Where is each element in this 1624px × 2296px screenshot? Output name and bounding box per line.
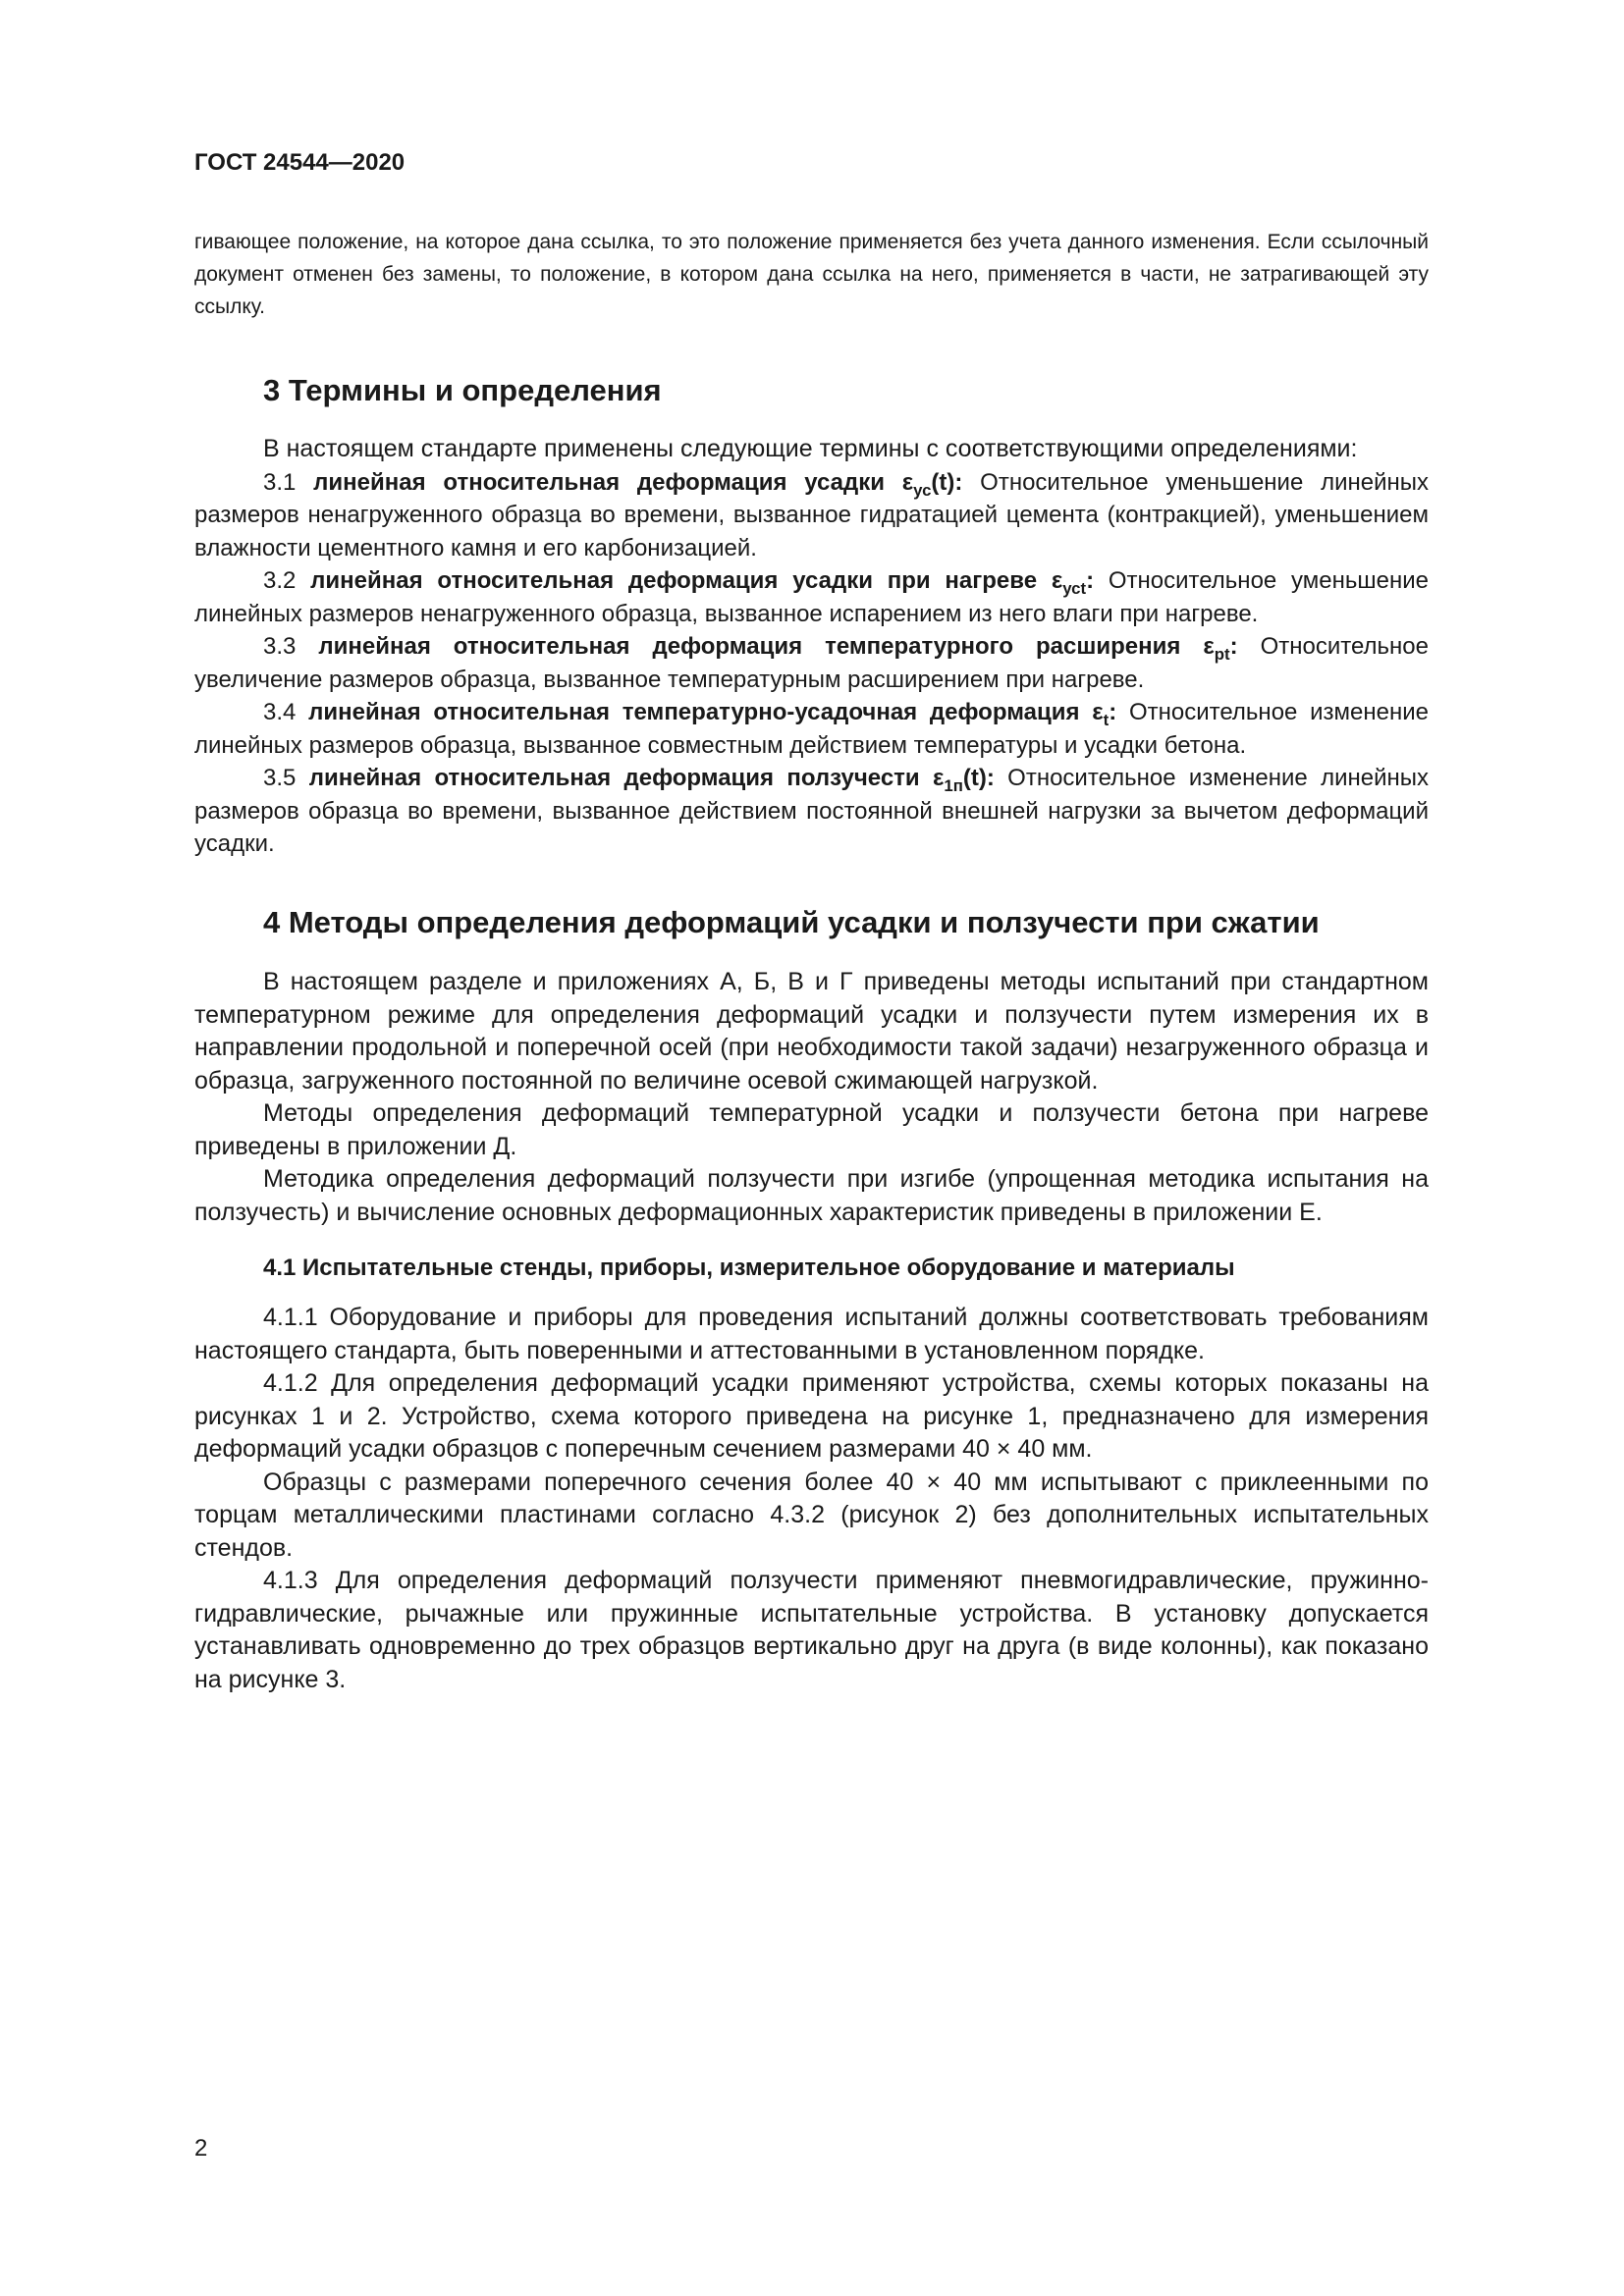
- term-name: линейная относительная деформация температурного расширения ε: [318, 633, 1215, 660]
- section-3-lead: В настоящем стандарте применены следующие термины с соответствующими определениями:: [263, 435, 1358, 462]
- section-4-title: 4 Методы определения деформаций усадки и ползучести при сжатии: [263, 905, 1320, 939]
- term-3-5: 3.5 линейная относительная деформация ползучести $\varepsilon_{1п}(t)$: Относительное изменение линейных размеров образца во времени, вызванное действием постоянной внешней нагрузки за вычетом деформаций усадки.: [194, 765, 1429, 857]
- term-definition: Относительное изменение линейных размеров образца, вызванное совместным действием температуры и усадки бетона.: [194, 699, 1429, 759]
- subsection-paragraph: 4.1.2 Для определения деформаций усадки применяют устройства, схемы которых показаны на рисунках 1 и 2. Устройство, схема которого приведена на рисунке 1, предназначено для измерения деформаций усадки образцов с поперечным сечением размерами 40 × 40 мм.: [194, 1369, 1429, 1463]
- term-name: линейная относительная деформация усадки при нагреве ε: [310, 567, 1063, 594]
- page-number: 2: [194, 2135, 208, 2162]
- section-4-body: [194, 966, 1429, 1229]
- term-name: линейная относительная деформация усадки ε: [313, 468, 914, 496]
- subsection-4-1-body: [194, 1302, 1429, 1696]
- intro-paragraph: гивающее положение, на которое дана ссылка, то это положение применяется без учета данного изменения. Если ссылочный документ отменен без замены, то положение, в котором дана ссылка на него, применяется в части, не затрагивающей эту ссылку.: [194, 231, 1429, 318]
- subsection-paragraph: Образцы с размерами поперечного сечения более 40 × 40 мм испытывают с приклеенными по торцам металлическими пластинами согласно 4.3.2 (рисунок 2) без дополнительных испытательных стендов.: [194, 1468, 1429, 1562]
- term-3-4: 3.4 линейная относительная температурно-усадочная деформация $\varepsilon_t$: Относительное изменение линейных размеров образца, вызванное совместным действием температуры и усадки бетона.: [194, 699, 1429, 759]
- term-3-1: 3.1 линейная относительная деформация усадки $\varepsilon_{ус}(t)$: Относительное уменьшение линейных размеров ненагруженного образца во времени, вызванное гидратацией цемента (контракцией), уменьшением влажности цементного камня и его карбонизацией.: [194, 468, 1430, 561]
- section-4-paragraph: Методика определения деформаций ползучести при изгибе (упрощенная методика испытания на ползучесть) и вычисление основных деформационных характеристик приведены в приложении Е.: [194, 1165, 1429, 1226]
- term-definition: Относительное уменьшение линейных размеров ненагруженного образца, вызванное испарением из него влаги при нагреве.: [194, 567, 1429, 627]
- term-name: линейная относительная температурно-усадочная деформация ε: [308, 699, 1104, 725]
- term-name: линейная относительная деформация ползучести ε: [308, 765, 945, 791]
- term-definition: Относительное увеличение размеров образца, вызванное температурным расширением при нагреве.: [194, 633, 1429, 693]
- section-4-paragraph: В настоящем разделе и приложениях А, Б, В и Г приведены методы испытаний при стандартном температурном режиме для определения деформаций усадки и ползучести путем измерения их в направлении продольной и поперечной осей (при необходимости такой задачи) незагруженного образца и образца, загруженного постоянной по величине осевой сжимающей нагрузкой.: [194, 968, 1429, 1095]
- term-definition: Относительное изменение линейных размеров образца во времени, вызванное действием постоянной внешней нагрузки за вычетом деформаций усадки.: [194, 765, 1429, 857]
- subsection-4-1-title: 4.1 Испытательные стенды, приборы, измерительное оборудование и материалы: [263, 1255, 1235, 1281]
- subsection-paragraph: 4.1.3 Для определения деформаций ползучести применяют пневмогидравлические, пружинно-гидравлические, рычажные или пружинные испытательные устройства. В установку допускается устанавливать одновременно до трех образцов вертикально друг на друга (в виде колонны), как показано на рисунке 3.: [194, 1567, 1429, 1693]
- term-3-3: 3.3 линейная относительная деформация температурного расширения $\varepsilon_{рt}$: Относительное увеличение размеров образца, вызванное температурным расширением при нагреве.: [194, 633, 1429, 693]
- term-definition: Относительное уменьшение линейных размеров ненагруженного образца во времени, вызванное гидратацией цемента (контракцией), уменьшением влажности цементного камня и его карбонизацией.: [194, 468, 1430, 561]
- term-3-2: 3.2 линейная относительная деформация усадки при нагреве $\varepsilon_{усt}$: Относительное уменьшение линейных размеров ненагруженного образца, вызванное испарением из него влаги при нагреве.: [194, 567, 1429, 627]
- section-3-title: 3 Термины и определения: [263, 373, 662, 407]
- section-4-paragraph: Методы определения деформаций температурной усадки и ползучести бетона при нагреве приведены в приложении Д.: [194, 1099, 1429, 1160]
- section-3-body: [194, 433, 1429, 861]
- subsection-paragraph: 4.1.1 Оборудование и приборы для проведения испытаний должны соответствовать требованиям настоящего стандарта, быть поверенными и аттестованными в установленном порядке.: [194, 1304, 1429, 1364]
- document-header: ГОСТ 24544—2020: [194, 149, 406, 176]
